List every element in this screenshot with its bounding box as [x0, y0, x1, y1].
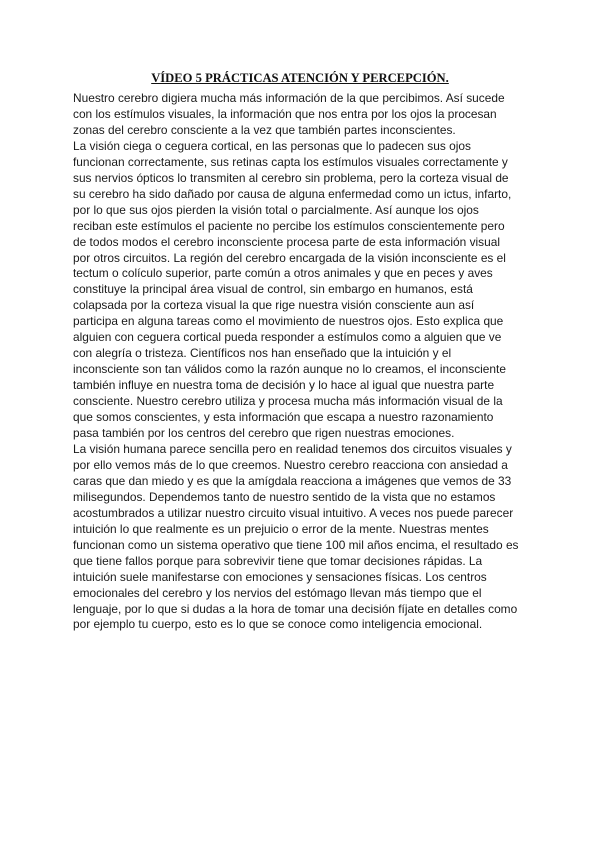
- document-title: VÍDEO 5 PRÁCTICAS ATENCIÓN Y PERCEPCIÓN.: [151, 71, 449, 85]
- document-body-text: Nuestro cerebro digiera mucha más información de la que percibimos. Así sucede con los estímulos visuales, la información que nos entra por los ojos la procesan zonas del cerebro consciente a la vez que también partes inconscientes. La visión ciega o ceguera cortical, en las personas que lo padecen sus ojos funcionan correctamente, sus retinas capta los estímulos visuales correctamente y sus nervios ópticos lo transmiten al cerebro sin problema, pero la corteza visual de su cerebro ha sido dañado por causa de alguna enfermedad como un ictus, infarto, por lo que sus ojos pierden la visión total o parcialmente. Así aunque los ojos reciban este estímulos el paciente no percibe los estímulos conscientemente pero de todos modos el cerebro inconsciente procesa parte de esta información visual por otros circuitos. La región del cerebro encargada de la visión inconsciente es el tectum o colículo superior, parte común a otros animales y que en peces y aves constituye la principal área visual de control, sin embargo en humanos, está colapsada por la corteza visual la que rige nuestra visión consciente aun así participa en alguna tareas como el movimiento de nuestros ojos. Esto explica que alguien con ceguera cortical pueda responder a estímulos como a alguien que ve con alegría o tristeza. Científicos nos han enseñado que la intuición y el inconsciente son tan válidos como la razón aunque no lo creamos, el inconsciente también influye en nuestra toma de decisión y lo hace al igual que nuestra parte consciente. Nuestro cerebro utiliza y procesa mucha más información visual de la que somos conscientes, y esta información que escapa a nuestro razonamiento pasa también por los centros del cerebro que rigen nuestras emociones. La visión humana parece sencilla pero en realidad tenemos dos circuitos visuales y por ello vemos más de lo que creemos. Nuestro cerebro reacciona con ansiedad a caras que dan miedo y es que la amígdala reacciona a imágenes que vemos de 33 milisegundos. Dependemos tanto de nuestro sentido de la vista que no estamos acostumbrados a utilizar nuestro circuito visual intuitivo. A veces nos puede parecer intuición lo que realmente es un prejuicio o error de la mente. Nuestras mentes funcionan como un sistema operativo que tiene 100 mil años encima, el resultado es que tiene fallos porque para sobrevivir tiene que tomar decisiones rápidas. La intuición suele manifestarse con emociones y sensaciones físicas. Los centros emocionales del cerebro y los nervios del estómago llevan más tiempo que el lenguaje, por lo que si dudas a la hora de tomar una decisión fíjate en detalles como por ejemplo tu cuerpo, esto es lo que se conoce como inteligencia emocional.: [73, 91, 519, 632]
